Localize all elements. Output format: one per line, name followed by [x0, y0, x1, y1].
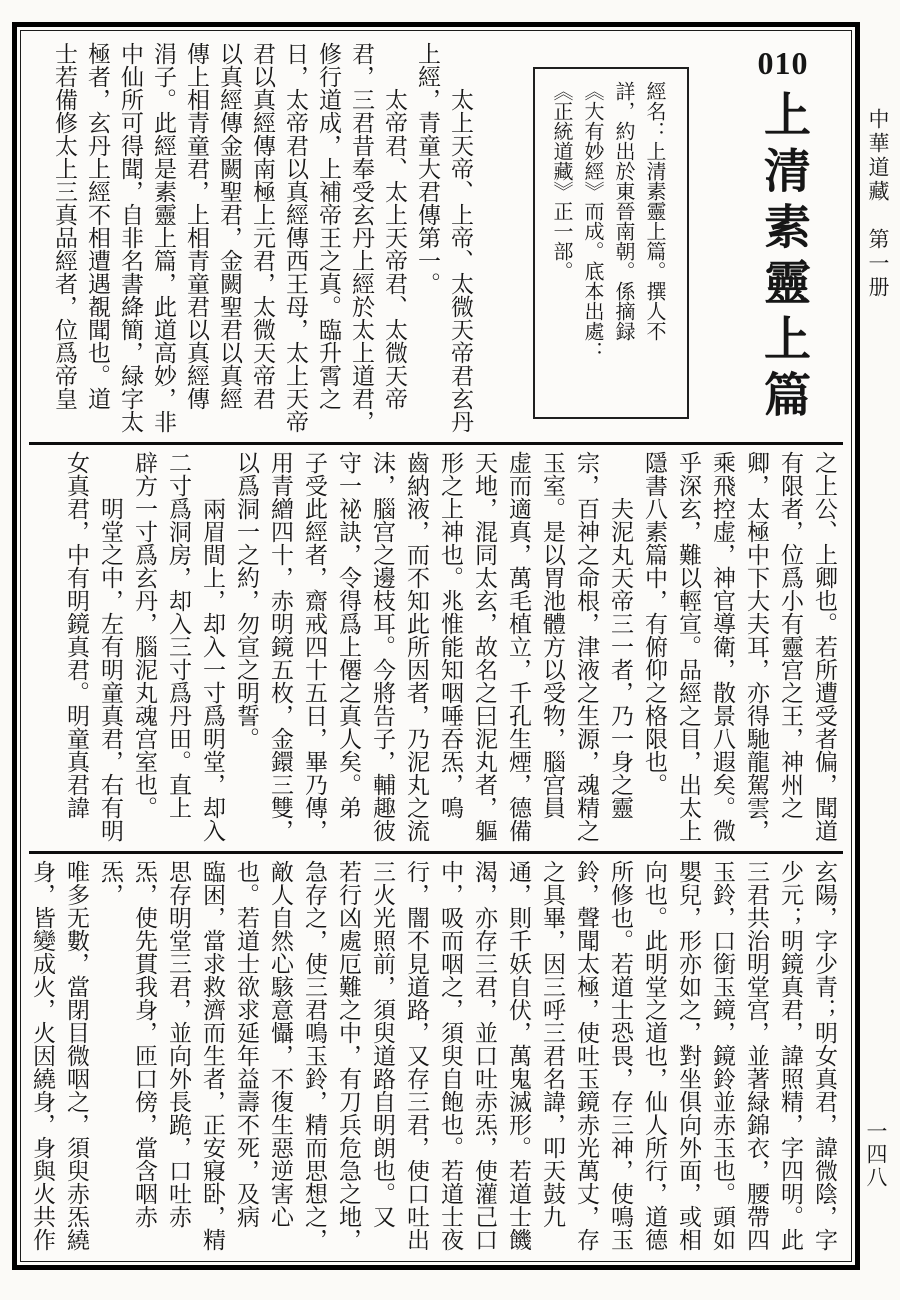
text-column: 涓子。此經是素靈上篇，此道高妙，非	[151, 42, 176, 433]
text-column: 乎深玄，難以輕宣。品經之目，出太上	[676, 451, 701, 842]
text-column: 上經，青童大君傳第一。	[415, 42, 440, 295]
text-column: 三火光照前，須臾道路自明朗也。又	[370, 860, 395, 1228]
text-column: 少元；明鏡真君，諱照精，字四明。此	[778, 860, 803, 1251]
text-column: 所修也。若道士恐畏，存三神，使鳴玉	[608, 860, 633, 1251]
text-column: 太上天帝、上帝、太微天帝君玄丹	[448, 42, 473, 433]
text-column: 君，三君昔奉受玄丹上經於太上道君，	[349, 42, 374, 433]
text-column: 君以真經傳南極上元君，太微天帝君	[250, 42, 275, 410]
colophon-columns	[535, 69, 679, 417]
band-bottom	[29, 855, 843, 1255]
page-frame	[12, 22, 860, 1270]
text-column: 中仙所可得聞，自非名書絳簡，緑字太	[118, 42, 143, 433]
text-column: 唯多无數，當閉目微咽之，須臾赤炁繞	[64, 860, 89, 1251]
volume-title: 中華道藏 第一册	[866, 108, 890, 300]
text-column: 日，太帝君以真經傳西王母，太上天帝	[283, 42, 308, 433]
text-column: 夫泥丸天帝三一者，乃一身之靈	[608, 451, 633, 819]
spacer	[477, 37, 533, 441]
text-column: 鈴，聲聞太極，使吐玉鏡赤光萬丈，存	[574, 860, 599, 1251]
text-column: 太帝君、太上天帝君、太微天帝	[382, 42, 407, 410]
text-column: 之具畢，因三呼三君名諱，叩天鼓九	[540, 860, 565, 1228]
text-column: 向也。此明堂之道也，仙人所行，道德	[642, 860, 667, 1251]
text-column: 之上公、上卿也。若所遭受者偏，聞道	[812, 451, 837, 842]
text-column: 卿，太極中下大夫耳，亦得馳龍駕雲，	[744, 451, 769, 842]
text-column: 思存明堂三君，並向外長跪，口吐赤	[166, 860, 191, 1228]
text-column: 《大有妙經》而成。底本出處：	[581, 81, 603, 361]
text-column: 經名：上清素靈上篇。撰人不	[643, 81, 665, 341]
text-column: 隱書八素篇中，有俯仰之格限也。	[642, 451, 667, 796]
text-column: 女真君，中有明鏡真君。明童真君諱	[64, 451, 89, 819]
text-column: 兩眉間上，却入一寸爲明堂，却入	[200, 451, 225, 842]
text-column: 乘飛控虚，神官導衛，散景八遐矣。微	[710, 451, 735, 842]
opening-text-columns	[45, 37, 477, 441]
text-column: 敵人自然心駭意懾，不復生惡逆害心	[268, 860, 293, 1228]
text-column: 玄陽，字少青；明女真君，諱微陰，字	[812, 860, 837, 1251]
text-column: 沫，腦宫之邊枝耳。今將告子，輔趣彼	[370, 451, 395, 842]
text-column: 詳，約出於東晉南朝。係摘録	[612, 81, 634, 341]
text-column: 通，則千妖自伏，萬鬼滅形。若道士饑	[506, 860, 531, 1251]
text-column: 修行道成，上補帝王之真。臨升霄之	[316, 42, 341, 410]
text-column: 以爲洞一之約，勿宣之明誓。	[234, 451, 259, 750]
text-column: 渴，亦存三君，並口吐赤炁，使灌己口	[472, 860, 497, 1251]
text-column: 守一祕訣，令得爲上僊之真人矣。弟	[336, 451, 361, 819]
band-opening	[29, 37, 843, 441]
text-column: 嬰兒，形亦如之，對坐俱向外面，或相	[676, 860, 701, 1251]
text-column: 宗，百神之命根，津液之生源，魂精之	[574, 451, 599, 842]
text-column: 子受此經者，齋戒四十五日，畢乃傳，	[302, 451, 327, 842]
text-column: 急存之，使三君鳴玉鈴，精而思想之，	[302, 860, 327, 1251]
text-column: 明堂之中，左有明童真君，右有明	[98, 451, 123, 842]
text-column: 炁，使先貫我身，匝口傍，當含咽赤炁，	[98, 860, 157, 1228]
text-column: 玉室。是以胃池體方以受物，腦宫員	[540, 451, 565, 819]
band-separator-2	[29, 851, 843, 854]
title-header	[723, 37, 843, 441]
document-number: 010	[757, 45, 809, 81]
text-column: 二寸爲洞房，却入三寸爲丹田。直上	[166, 451, 191, 819]
colophon-box	[533, 67, 689, 419]
text-column: 形之上神也。兆惟能知咽唾吞炁，鳴	[438, 451, 463, 819]
text-column: 齒納液，而不知此所因者，乃泥丸之流	[404, 451, 429, 842]
text-column: 天地，混同太玄，故名之曰泥丸者，軀	[472, 451, 497, 842]
text-column: 《正統道藏》正一部。	[550, 81, 572, 281]
text-column: 傳上相青童君，上相青童君以真經傳	[184, 42, 209, 410]
band-separator-1	[29, 442, 843, 445]
text-column: 有限者，位爲小有靈宫之王，神州之	[778, 451, 803, 819]
text-column: 行，闇不見道路，又存三君，使口吐出	[404, 860, 429, 1251]
text-column: 中，吸而咽之，須臾自飽也。若道士夜	[438, 860, 463, 1251]
page-number: 一四八	[864, 1120, 888, 1189]
page-frame-inner	[20, 30, 852, 1262]
text-column: 身，皆變成火，火因繞身，身與火共作	[30, 860, 55, 1251]
text-column: 極者，玄丹上經不相遭遇覩聞也。道	[85, 42, 110, 410]
text-column: 玉鈴，口銜玉鏡，鏡鈴並赤玉也。頭如	[710, 860, 735, 1251]
text-column: 辟方一寸爲玄丹，腦泥丸魂宫室也。	[132, 451, 157, 819]
text-column: 三君共治明堂宫，並著緑錦衣，腰帶四	[744, 860, 769, 1251]
text-column: 士若備修太上三真品經者，位爲帝皇	[52, 42, 77, 410]
document-title: 上清素靈上篇	[757, 90, 810, 426]
text-column: 以真經傳金闕聖君，金闕聖君以真經	[217, 42, 242, 410]
text-column: 若行凶處厄難之中，有刀兵危急之地，	[336, 860, 361, 1251]
text-column: 也。若道士欲求延年益壽不死，及病	[234, 860, 259, 1228]
text-column: 虚而適真，萬毛植立，千孔生煙，德備	[506, 451, 531, 842]
text-column: 臨困，當求救濟而生者，正安寢卧，精	[200, 860, 225, 1251]
band-middle	[29, 446, 843, 850]
text-column: 用青繒四十，赤明鏡五枚，金鐶三雙，	[268, 451, 293, 842]
